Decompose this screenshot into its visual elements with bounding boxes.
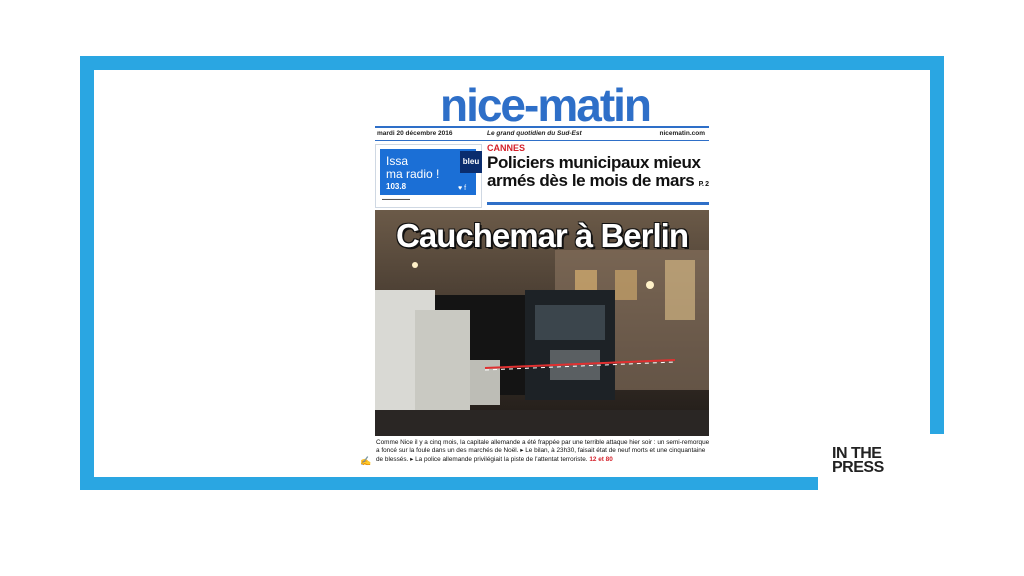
website: nicematin.com [659,130,705,137]
ad-frequency: 103.8 [386,182,407,191]
story-headline [487,154,712,194]
segment-label [832,447,884,475]
story-page-ref: P. 2 [698,181,709,188]
radio-ad [375,144,482,208]
ad-line2: ma radio ! [386,167,440,181]
headline-rule [487,202,709,205]
story-headline-text: Policiers municipaux mieux armés dès le mois de mars [487,153,701,190]
caption-text: Comme Nice il y a cinq mois, la capitale allemande a été frappée par une terrible attaque hier soir : un semi-remorque a foncé sur la foule dans un des marchés de Noël. ▸ Le bilan, à 23h30, faisait état de neuf morts et une cinquantaine de blessés. ▸ La police allemande privilégiait la piste de l'attentat terroriste. [376,439,710,463]
radio-ad-panel [380,149,480,195]
segment-line1: IN THE [832,445,882,462]
issue-date: mardi 20 décembre 2016 [377,130,453,137]
main-photo [375,210,709,436]
main-caption [376,439,710,464]
ad-fineprint: ▬▬▬▬▬▬▬▬ [382,197,410,201]
segment-line2: PRESS [832,459,884,476]
masthead: nice-matin [439,79,651,131]
dateline [375,126,709,141]
caption-page-ref: 12 et 80 [589,455,613,463]
social-icons: ♥ f [458,185,467,192]
newspaper-front-page [360,79,712,466]
main-headline: Cauchemar à Berlin [396,217,688,254]
ad-line1: Issa [386,154,409,168]
tagline: Le grand quotidien du Sud-Est [487,130,582,137]
radio-logo: bleu [460,151,482,173]
story-kicker: CANNES [487,143,526,153]
cartoon-signature-icon: ✍ [360,456,372,466]
